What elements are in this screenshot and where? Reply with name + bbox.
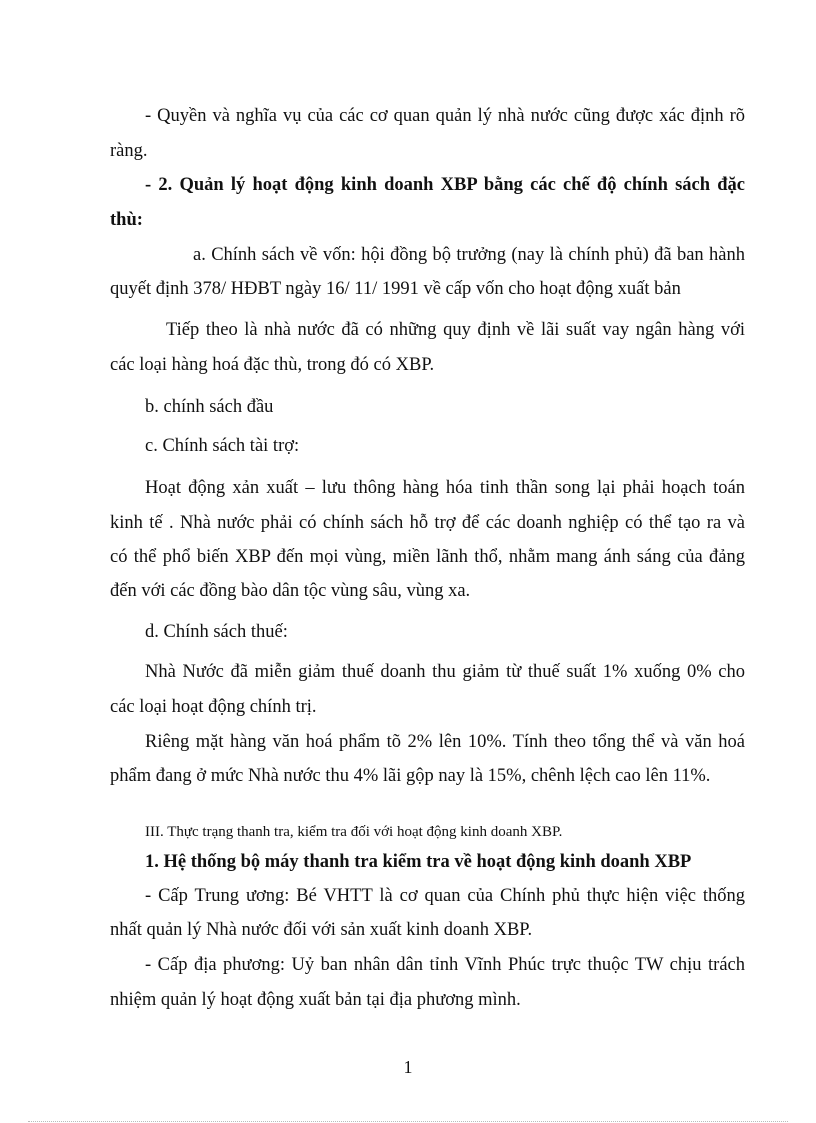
subheading: d. Chính sách thuế: bbox=[145, 622, 288, 642]
paragraph-line: Nhà Nước đã miễn giảm thuế doanh thu giảm từ thuế suất 1% xuống 0% cho bbox=[145, 662, 745, 682]
paragraph-line: đến với các đồng bào dân tộc vùng sâu, vùng xa. bbox=[110, 581, 471, 601]
footer-divider bbox=[28, 1121, 788, 1122]
paragraph-line: quyết định 378/ HĐBT ngày 16/ 11/ 1991 về cấp vốn cho hoạt động xuất bản bbox=[110, 279, 681, 299]
paragraph-line: Riêng mặt hàng văn hoá phẩm tõ 2% lên 10%. Tính theo tổng thể và văn hoá bbox=[145, 732, 745, 752]
paragraph-line: phẩm đang ở mức Nhà nước thu 4% lãi gộp nay là 15%, chênh lệch cao lên 11%. bbox=[110, 766, 711, 786]
paragraph-line: a. Chính sách về vốn: hội đồng bộ trưởng (nay là chính phủ) đã ban hành bbox=[193, 245, 745, 265]
section-heading: 1. Hệ thống bộ máy thanh tra kiểm tra về hoạt động kinh doanh XBP bbox=[145, 852, 692, 872]
page-number: 1 bbox=[403, 1057, 413, 1077]
paragraph-line: có thể phổ biến XBP đến mọi vùng, miền lãnh thổ, nhằm mang ánh sáng của đảng bbox=[110, 547, 745, 567]
paragraph-line: các loại hoạt động chính trị. bbox=[110, 697, 317, 717]
section-heading: thù: bbox=[110, 210, 143, 230]
paragraph-line: - Quyền và nghĩa vụ của các cơ quan quản lý nhà nước cũng được xác định rõ bbox=[145, 106, 745, 126]
chapter-heading: III. Thực trạng thanh tra, kiểm tra đối với hoạt động kinh doanh XBP. bbox=[145, 824, 563, 840]
paragraph-line: nhiệm quản lý hoạt động xuất bản tại địa phương mình. bbox=[110, 990, 521, 1010]
paragraph-line: Tiếp theo là nhà nước đã có những quy định về lãi suất vay ngân hàng với bbox=[166, 320, 745, 340]
paragraph-line: các loại hàng hoá đặc thù, trong đó có XBP. bbox=[110, 355, 435, 375]
paragraph-line: ràng. bbox=[110, 141, 148, 161]
section-heading: - 2. Quản lý hoạt động kinh doanh XBP bằng các chế độ chính sách đặc bbox=[145, 175, 745, 195]
paragraph-line: kinh tế . Nhà nước phải có chính sách hỗ trợ để các doanh nghiệp có thể tạo ra và bbox=[110, 513, 745, 533]
subheading: c. Chính sách tài trợ: bbox=[145, 436, 300, 456]
paragraph-line: nhất quản lý Nhà nước đối với sản xuất kinh doanh XBP. bbox=[110, 920, 533, 940]
paragraph-line: - Cấp địa phương: Uỷ ban nhân dân tỉnh Vĩnh Phúc trực thuộc TW chịu trách bbox=[145, 955, 745, 975]
subheading: b. chính sách đầu bbox=[145, 397, 274, 417]
paragraph-line: - Cấp Trung ương: Bé VHTT là cơ quan của Chính phủ thực hiện việc thống bbox=[145, 886, 745, 906]
paragraph-line: Hoạt động xản xuất – lưu thông hàng hóa tinh thần song lại phải hoạch toán bbox=[145, 478, 745, 498]
